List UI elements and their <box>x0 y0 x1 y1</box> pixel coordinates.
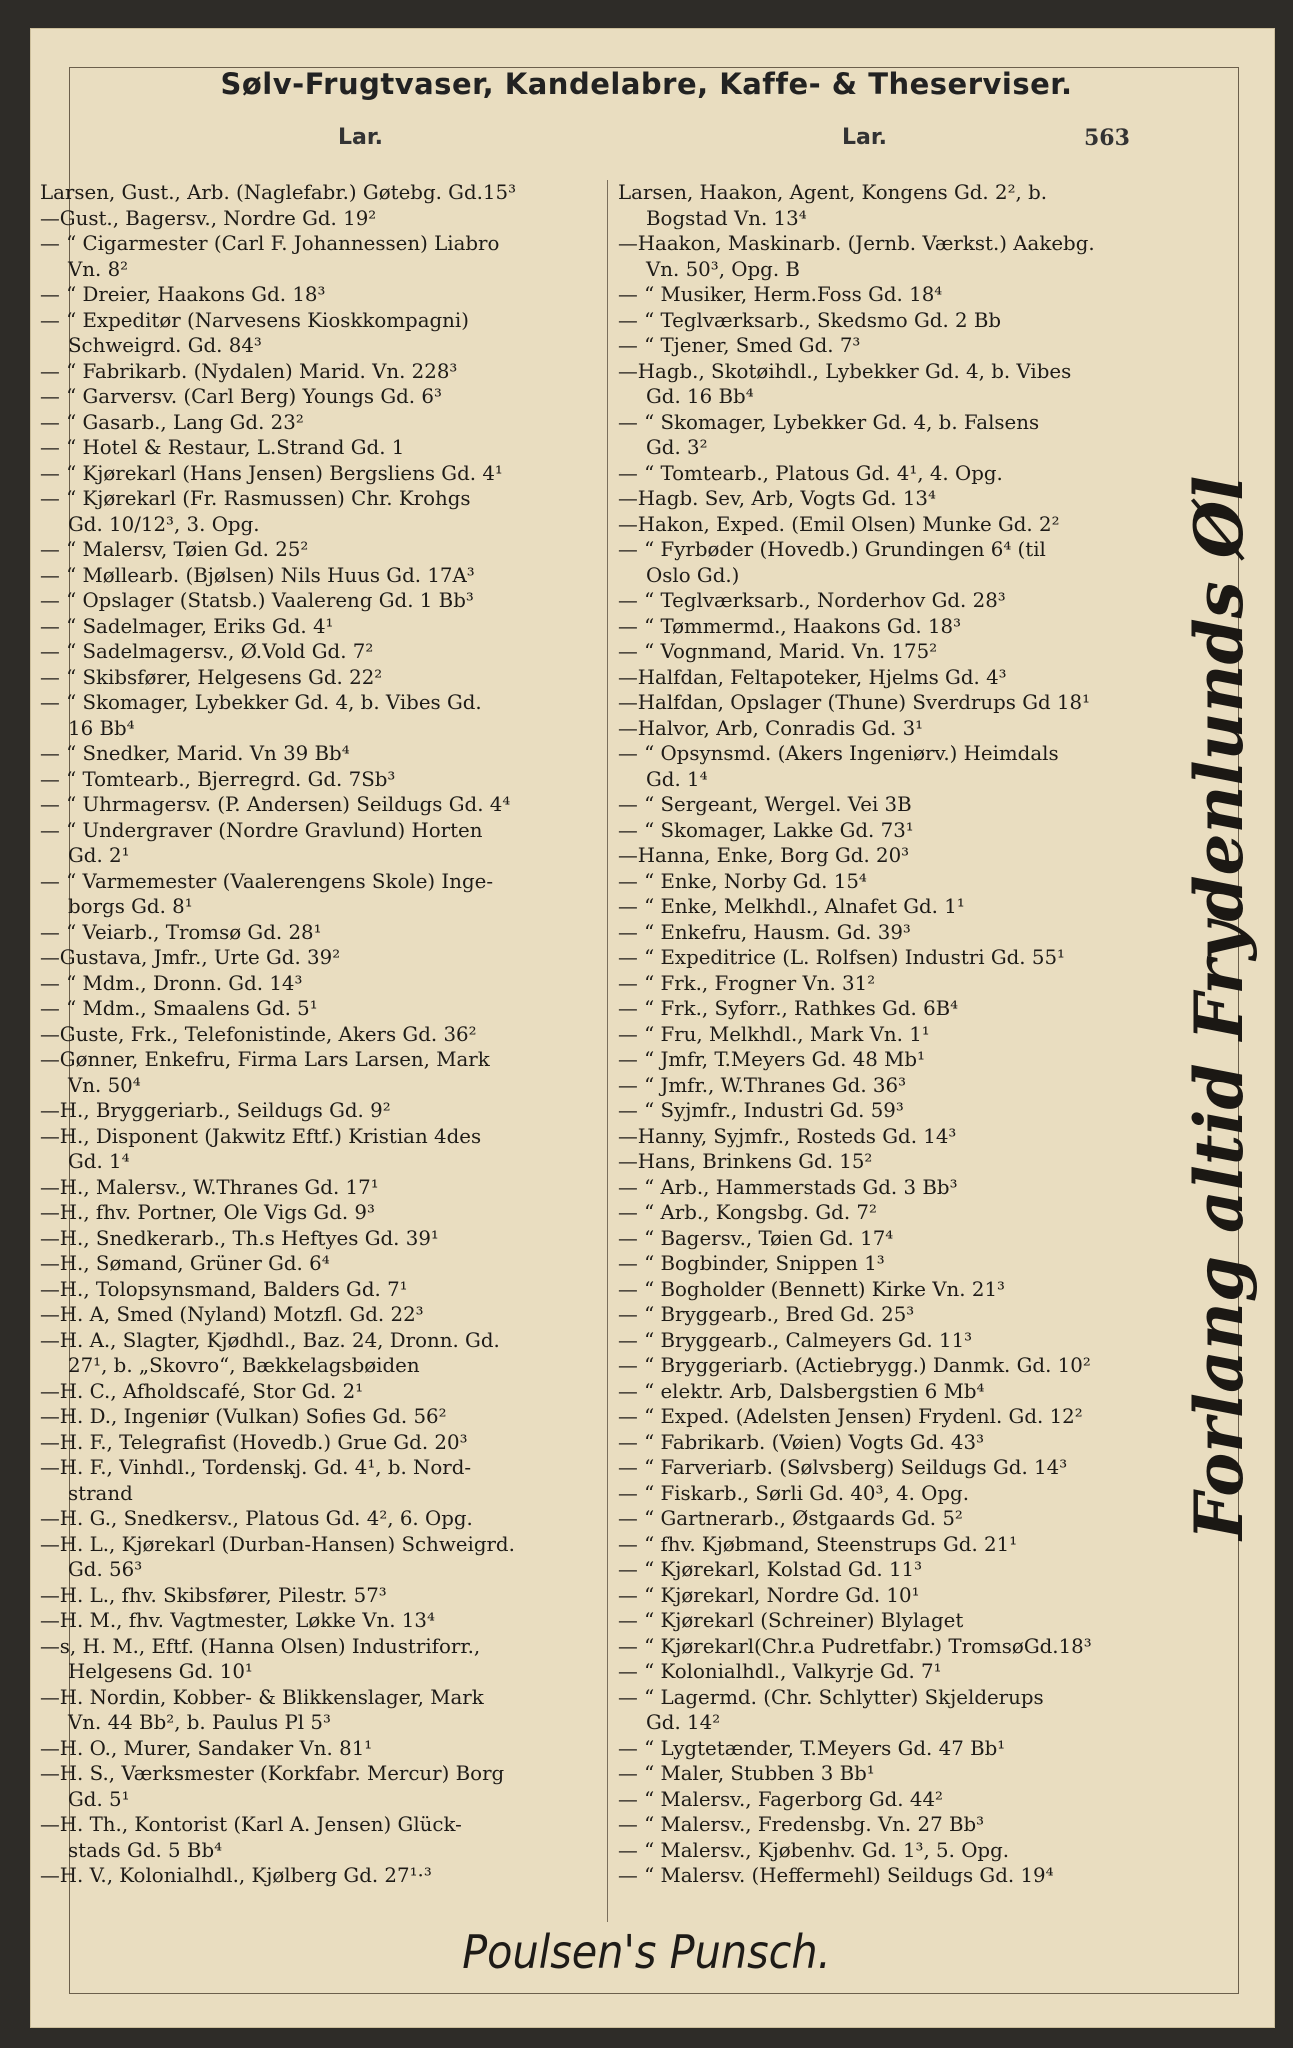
directory-entry-line: — “ Malersv., Fagerborg Gd. 44² <box>618 1787 943 1811</box>
directory-entry-line: — “ Maler, Stubben 3 Bb¹ <box>618 1762 875 1785</box>
directory-entry-line: —Haakon, Maskinarb. (Jernb. Værkst.) Aakebg. <box>618 232 1095 255</box>
directory-entry-line: — “ Bryggearb., Bred Gd. 25³ <box>618 1303 915 1326</box>
directory-entry-line: —Hakon, Exped. (Emil Olsen) Munke Gd. 2² <box>618 512 1060 536</box>
directory-entry-line: — “ Syjmfr., Industri Gd. 59³ <box>618 1099 904 1122</box>
directory-entry-line: — “ Jmfr, T.Meyers Gd. 48 Mb¹ <box>618 1048 925 1071</box>
directory-entry-line: — “ Skomager, Lakke Gd. 73¹ <box>618 818 914 842</box>
directory-entry-line: —H. A., Slagter, Kjødhdl., Baz. 24, Dronn. Gd. <box>40 1328 500 1352</box>
right-column-heading: Lar. <box>842 125 887 150</box>
directory-entry-line: — “ Sadelmager, Eriks Gd. 4¹ <box>40 614 334 638</box>
directory-entry-line: —H. D., Ingeniør (Vulkan) Sofies Gd. 56² <box>40 1405 447 1428</box>
directory-entry-line: — “ fhv. Kjøbmand, Steenstrups Gd. 21¹ <box>618 1532 1018 1556</box>
directory-entry-line: Vn. 44 Bb², b. Paulus Pl 5³ <box>68 1711 331 1734</box>
header-advertisement: Sølv-Frugtvaser, Kandelabre, Kaffe- & Theserviser. <box>220 67 1073 101</box>
directory-entry-line: —Halvor, Arb, Conradis Gd. 3¹ <box>618 716 924 740</box>
directory-entry-line: Larsen, Gust., Arb. (Naglefabr.) Gøtebg. Gd.15³ <box>40 181 517 204</box>
directory-entry-line: —H. M., fhv. Vagtmester, Løkke Vn. 13⁴ <box>40 1609 435 1632</box>
directory-entry-line: —Halfdan, Feltapoteker, Hjelms Gd. 4³ <box>618 665 1007 689</box>
directory-entry-line: — “ Teglværksarb., Skedsmo Gd. 2 Bb <box>618 308 1002 332</box>
side-advertisement: Forlang altid Frydenlunds Øl <box>1180 475 1258 1540</box>
directory-entry-line: —H. F., Telegrafist (Hovedb.) Grue Gd. 20³ <box>40 1430 468 1454</box>
directory-entry-line: — “ Tømmermd., Haakons Gd. 18³ <box>618 614 962 638</box>
directory-entry-line: — “ Kjørekarl, Nordre Gd. 10¹ <box>618 1583 920 1607</box>
directory-entry-line: — “ Møllearb. (Bjølsen) Nils Huus Gd. 17A³ <box>40 563 475 587</box>
directory-entry-line: — “ Gartnerarb., Østgaards Gd. 5² <box>618 1507 963 1530</box>
directory-entry-line: —H. L., fhv. Skibsfører, Pilestr. 57³ <box>40 1583 387 1607</box>
directory-entry-line: — “ Expeditør (Narvesens Kioskkompagni) <box>40 308 469 332</box>
directory-entry-line: — “ elektr. Arb, Dalsbergstien 6 Mb⁴ <box>618 1379 985 1403</box>
directory-entry-line: — “ Bogbinder, Snippen 1³ <box>618 1252 885 1275</box>
directory-entry-line: — “ Fru, Melkhdl., Mark Vn. 1¹ <box>618 1022 930 1046</box>
directory-entry-line: — “ Fiskarb., Sørli Gd. 40³, 4. Opg. <box>618 1481 970 1505</box>
directory-entry-line: — “ Frk., Syforr., Rathkes Gd. 6B⁴ <box>618 997 959 1020</box>
directory-entry-line: —H. L., Kjørekarl (Durban-Hansen) Schweigrd. <box>40 1532 515 1556</box>
directory-entry-line: — “ Garversv. (Carl Berg) Youngs Gd. 6³ <box>40 385 442 408</box>
directory-entry-line: strand <box>68 1481 133 1505</box>
directory-entry-line: — “ Jmfr., W.Thranes Gd. 36³ <box>618 1073 906 1097</box>
directory-entry-line: — “ Sadelmagersv., Ø.Vold Gd. 7² <box>40 640 374 663</box>
directory-entry-line: Gd. 1⁴ <box>68 1150 130 1173</box>
directory-entry-line: Gd. 2¹ <box>68 844 130 867</box>
directory-entry-line: Gd. 56³ <box>68 1558 143 1581</box>
directory-entry-line: —H. F., Vinhdl., Tordenskj. Gd. 4¹, b. Nord- <box>40 1456 472 1479</box>
directory-entry-line: — “ Bogholder (Bennett) Kirke Vn. 21³ <box>618 1277 1005 1301</box>
directory-entry-line: —Gønner, Enkefru, Firma Lars Larsen, Mark <box>40 1048 490 1071</box>
directory-entry-line: — “ Kjørekarl (Hans Jensen) Bergsliens Gd. 4¹ <box>40 461 503 485</box>
directory-entry-line: — “ Mdm., Dronn. Gd. 14³ <box>40 971 303 995</box>
directory-entry-line: — “ Malersv., Kjøbenhv. Gd. 1³, 5. Opg. <box>618 1838 1010 1862</box>
directory-entry-line: Vn. 50³, Opg. B <box>646 257 800 281</box>
directory-entry-line: —s, H. M., Eftf. (Hanna Olsen) Industriforr., <box>40 1634 481 1658</box>
directory-entry-line: —Hagb. Sev, Arb, Vogts Gd. 13⁴ <box>618 487 936 510</box>
directory-entry-line: — “ Dreier, Haakons Gd. 18³ <box>40 283 326 306</box>
directory-entry-line: —H. S., Værksmester (Korkfabr. Mercur) Borg <box>40 1762 505 1785</box>
directory-entry-line: — “ Bryggeriarb. (Actiebrygg.) Danmk. Gd. 10² <box>618 1354 1091 1377</box>
directory-entry-line: Gd. 14² <box>646 1711 721 1734</box>
directory-entry-line: —H., Disponent (Jakwitz Eftf.) Kristian 4des <box>40 1124 482 1148</box>
directory-entry-line: — “ Fyrbøder (Hovedb.) Grundingen 6⁴ (til <box>618 538 1046 561</box>
directory-entry-line: —H., Tolopsynsmand, Balders Gd. 7¹ <box>40 1277 408 1301</box>
directory-entry-line: Gd. 16 Bb⁴ <box>646 385 754 408</box>
directory-entry-line: —H. V., Kolonialhdl., Kjølberg Gd. 27¹·³ <box>40 1864 432 1887</box>
directory-entry-line: — “ Kjørekarl, Kolstad Gd. 11³ <box>618 1558 923 1581</box>
directory-entry-line: — “ Musiker, Herm.Foss Gd. 18⁴ <box>618 283 943 306</box>
directory-entry-line: Schweigrd. Gd. 84³ <box>68 334 262 357</box>
directory-entry-line: — “ Arb., Hammerstads Gd. 3 Bb³ <box>618 1175 958 1199</box>
directory-entry-line: —H. C., Afholdscafé, Stor Gd. 2¹ <box>40 1379 364 1403</box>
column-divider <box>607 180 608 1922</box>
directory-entry-line: — “ Kjørekarl (Schreiner) Blylaget <box>618 1609 964 1632</box>
directory-entry-line: — “ Tjener, Smed Gd. 7³ <box>618 334 861 357</box>
directory-entry-line: —Halfdan, Opslager (Thune) Sverdrups Gd 18¹ <box>618 691 1091 714</box>
directory-entry-line: —H., Bryggeriarb., Seildugs Gd. 9² <box>40 1099 391 1122</box>
left-column-heading: Lar. <box>338 125 383 150</box>
directory-entry-line: 27¹, b. „Skovro“, Bækkelagsbøiden <box>68 1354 420 1377</box>
directory-entry-line: Helgesens Gd. 10¹ <box>68 1660 253 1683</box>
directory-entry-line: — “ Undergraver (Nordre Gravlund) Horten <box>40 818 483 842</box>
directory-entry-line: —H. Th., Kontorist (Karl A. Jensen) Glück- <box>40 1813 462 1836</box>
directory-entry-line: — “ Mdm., Smaalens Gd. 5¹ <box>40 997 318 1020</box>
directory-entry-line: Gd. 10/12³, 3. Opg. <box>68 512 260 536</box>
directory-entry-line: — “ Skomager, Lybekker Gd. 4, b. Falsens <box>618 410 1040 434</box>
directory-entry-line: —H., Sømand, Grüner Gd. 6⁴ <box>40 1252 330 1275</box>
directory-entry-line: —H., Snedkerarb., Th.s Heftyes Gd. 39¹ <box>40 1226 439 1250</box>
directory-entry-line: borgs Gd. 8¹ <box>68 895 193 918</box>
directory-entry-line: Larsen, Haakon, Agent, Kongens Gd. 2², b. <box>618 181 1048 204</box>
directory-entry-line: — “ Skibsfører, Helgesens Gd. 22² <box>40 665 383 689</box>
directory-entry-line: — “ Fabrikarb. (Vøien) Vogts Gd. 43³ <box>618 1430 985 1454</box>
directory-entry-line: — “ Bryggearb., Calmeyers Gd. 11³ <box>618 1328 973 1352</box>
left-column-entries <box>40 180 596 1889</box>
directory-entry-line: — “ Teglværksarb., Norderhov Gd. 28³ <box>618 589 1006 612</box>
directory-entry-line: stads Gd. 5 Bb⁴ <box>68 1838 223 1862</box>
directory-entry-line: Gd. 1⁴ <box>646 767 708 791</box>
directory-entry-line: — “ Opslager (Statsb.) Vaalereng Gd. 1 Bb³ <box>40 589 474 612</box>
directory-entry-line: — “ Fabrikarb. (Nydalen) Marid. Vn. 228³ <box>40 359 458 383</box>
directory-entry-line: — “ Lagermd. (Chr. Schlytter) Skjelderups <box>618 1685 1044 1709</box>
directory-entry-line: — “ Uhrmagersv. (P. Andersen) Seildugs Gd. 4⁴ <box>40 793 511 816</box>
directory-entry-line: —Hanna, Enke, Borg Gd. 20³ <box>618 844 910 867</box>
directory-entry-line: — “ Exped. (Adelsten Jensen) Frydenl. Gd. 12² <box>618 1405 1083 1428</box>
directory-entry-line: — “ Kolonialhdl., Valkyrje Gd. 7¹ <box>618 1660 942 1683</box>
directory-entry-line: —Hagb., Skotøihdl., Lybekker Gd. 4, b. Vibes <box>618 359 1072 383</box>
directory-entry-line: — “ Arb., Kongsbg. Gd. 7² <box>618 1201 877 1224</box>
directory-entry-line: —H. A, Smed (Nyland) Motzfl. Gd. 22³ <box>40 1303 424 1326</box>
directory-entry-line: — “ Malersv., Fredensbg. Vn. 27 Bb³ <box>618 1813 985 1836</box>
directory-entry-line: —H., Malersv., W.Thranes Gd. 17¹ <box>40 1175 379 1199</box>
directory-entry-line: —H., fhv. Portner, Ole Vigs Gd. 9³ <box>40 1201 375 1224</box>
directory-entry-line: Vn. 8² <box>68 257 129 281</box>
directory-entry-line: — “ Kjørekarl (Fr. Rasmussen) Chr. Krohgs <box>40 487 471 510</box>
directory-entry-line: — “ Varmemester (Vaalerengens Skole) Inge- <box>40 869 494 893</box>
directory-entry-line: Bogstad Vn. 13⁴ <box>646 206 807 230</box>
directory-entry-line: Gd. 3² <box>646 436 708 459</box>
directory-entry-line: —H. G., Snedkersv., Platous Gd. 4², 6. Opg. <box>40 1507 473 1530</box>
directory-entry-line: — “ Hotel & Restaur, L.Strand Gd. 1 <box>40 436 405 459</box>
directory-entry-line: 16 Bb⁴ <box>68 716 135 740</box>
directory-entry-line: — “ Opsynsmd. (Akers Ingeniørv.) Heimdals <box>618 742 1059 765</box>
directory-entry-line: — “ Frk., Frogner Vn. 31² <box>618 971 876 995</box>
directory-entry-line: —Hanny, Syjmfr., Rosteds Gd. 14³ <box>618 1124 957 1148</box>
directory-entry-line: — “ Gasarb., Lang Gd. 23² <box>40 410 304 434</box>
directory-entry-line: — “ Sergeant, Wergel. Vei 3B <box>618 793 912 816</box>
directory-entry-line: —Gust., Bagersv., Nordre Gd. 19² <box>40 206 377 230</box>
page-number: 563 <box>1084 125 1130 151</box>
directory-entry-line: — “ Snedker, Marid. Vn 39 Bb⁴ <box>40 742 350 765</box>
directory-entry-line: — “ Farveriarb. (Sølvsberg) Seildugs Gd. 14³ <box>618 1456 1068 1479</box>
directory-entry-line: — “ Veiarb., Tromsø Gd. 28¹ <box>40 920 322 944</box>
right-column-entries <box>618 180 1170 1889</box>
directory-entry-line: Gd. 5¹ <box>68 1787 130 1811</box>
directory-entry-line: — “ Skomager, Lybekker Gd. 4, b. Vibes Gd. <box>40 691 482 714</box>
directory-entry-line: — “ Tomtearb., Platous Gd. 4¹, 4. Opg. <box>618 461 1003 485</box>
directory-entry-line: — “ Malersv. (Heffermehl) Seildugs Gd. 19⁴ <box>618 1864 1054 1887</box>
directory-entry-line: — “ Bagersv., Tøien Gd. 17⁴ <box>618 1226 894 1250</box>
directory-entry-line: — “ Malersv, Tøien Gd. 25² <box>40 538 309 561</box>
directory-entry-line: Vn. 50⁴ <box>68 1073 141 1097</box>
directory-entry-line: — “ Enkefru, Hausm. Gd. 39³ <box>618 920 911 944</box>
directory-entry-line: —Guste, Frk., Telefonistinde, Akers Gd. 36² <box>40 1022 477 1046</box>
directory-entry-line: —Hans, Brinkens Gd. 15² <box>618 1150 873 1173</box>
directory-entry-line: — “ Enke, Norby Gd. 15⁴ <box>618 869 867 893</box>
directory-entry-line: — “ Vognmand, Marid. Vn. 175² <box>618 640 938 663</box>
directory-entry-line: — “ Expeditrice (L. Rolfsen) Industri Gd. 55¹ <box>618 946 1065 969</box>
directory-entry-line: —H. Nordin, Kobber- & Blikkenslager, Mark <box>40 1685 484 1709</box>
directory-entry-line: — “ Kjørekarl(Chr.a Pudretfabr.) TromsøGd.18³ <box>618 1634 1092 1658</box>
footer-advertisement: Poulsen's Punsch. <box>462 1925 831 1979</box>
directory-entry-line: — “ Cigarmester (Carl F. Johannessen) Liabro <box>40 232 500 255</box>
directory-entry-line: — “ Lygtetænder, T.Meyers Gd. 47 Bb¹ <box>618 1736 1006 1760</box>
directory-entry-line: — “ Tomtearb., Bjerregrd. Gd. 7Sb³ <box>40 767 396 791</box>
directory-entry-line: Oslo Gd.) <box>646 563 740 587</box>
directory-entry-line: — “ Enke, Melkhdl., Alnafet Gd. 1¹ <box>618 895 965 918</box>
directory-entry-line: —Gustava, Jmfr., Urte Gd. 39² <box>40 946 341 969</box>
directory-entry-line: —H. O., Murer, Sandaker Vn. 81¹ <box>40 1736 373 1760</box>
